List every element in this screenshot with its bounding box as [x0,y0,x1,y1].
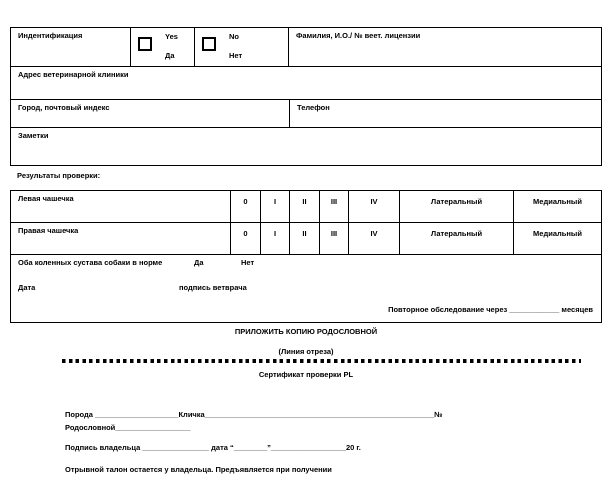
owner-signature-line: Подпись владельца ________________ дата “________”__________________20 г. [65,443,361,452]
no-checkbox-cell [194,28,288,66]
identification-label: Индентификация [18,31,83,40]
results-heading: Результаты проверки: [17,171,101,180]
date-label: Дата [18,283,36,292]
results-footer [11,254,601,322]
left-patella-label-cell [11,191,230,222]
phone-label: Телефон [297,103,330,112]
identification-cell [11,28,130,66]
name-license-label: Фамилия, И.О./ № веет. лицензии [296,31,421,40]
yes-label-ru: Да [165,51,175,60]
city-zip-label: Город, почтовый индекс [18,103,110,112]
left-grade-2-cell[interactable]: II [289,191,319,222]
knees-normal-yes-option[interactable]: Да [194,258,204,267]
left-grade-0-cell[interactable]: 0 [230,191,260,222]
city-zip-cell[interactable] [11,100,289,127]
notes-cell[interactable] [11,128,601,165]
left-medial-cell[interactable]: Медиальный [513,191,601,222]
right-patella-row [11,222,601,254]
right-medial-cell[interactable]: Медиальный [513,223,601,254]
attach-pedigree-note: ПРИЛОЖИТЬ КОПИЮ РОДОСЛОВНОЙ [234,327,378,336]
left-lateral-cell[interactable]: Латеральный [399,191,513,222]
notes-label: Заметки [18,131,49,140]
breed-name-line: Порода ____________________Кличка_______________________________________________________№ [65,410,443,419]
cut-line-label: (Линия отреза) [278,347,334,356]
clinic-address-row [11,66,601,99]
yes-label-en: Yes [165,32,178,41]
no-checkbox[interactable] [202,37,216,51]
right-lateral-cell[interactable]: Латеральный [399,223,513,254]
phone-cell[interactable] [289,100,601,127]
right-patella-label-cell [11,223,230,254]
right-grade-3-cell[interactable]: III [319,223,348,254]
left-patella-row [11,191,601,222]
knees-normal-label: Оба коленных сустава собаки в норме [18,258,163,267]
city-phone-row [11,99,601,127]
right-grade-0-cell[interactable]: 0 [230,223,260,254]
pedigree-number-line: Родословной__________________ [65,423,191,432]
right-grade-4-cell[interactable]: IV [348,223,399,254]
vet-signature-label: подпись ветврача [179,283,247,292]
right-grade-1-cell[interactable]: I [260,223,289,254]
right-grade-2-cell[interactable]: II [289,223,319,254]
notes-row [11,127,601,165]
no-label-ru: Нет [229,51,243,60]
clinic-info-table [10,27,602,166]
yes-checkbox[interactable] [138,37,152,51]
clinic-address-label: Адрес ветеринарной клиники [18,70,129,79]
right-patella-label: Правая чашечка [18,226,79,235]
left-grade-4-cell[interactable]: IV [348,191,399,222]
recheck-line: Повторное обследование через ____________ месяцев [388,305,593,314]
results-table [10,190,602,323]
no-label-en: No [229,32,239,41]
left-grade-3-cell[interactable]: III [319,191,348,222]
identification-row [11,28,601,66]
certificate-title: Сертификат проверки PL [258,370,354,379]
stub-note-line: Отрывной талон остается у владельца. Предъявляется при получении [65,465,332,474]
name-license-cell[interactable] [288,28,601,66]
left-patella-label: Левая чашечка [18,194,74,203]
cut-line [62,359,581,363]
knees-normal-no-option[interactable]: Нет [241,258,255,267]
left-grade-1-cell[interactable]: I [260,191,289,222]
clinic-address-cell[interactable] [11,67,601,99]
yes-checkbox-cell [130,28,194,66]
